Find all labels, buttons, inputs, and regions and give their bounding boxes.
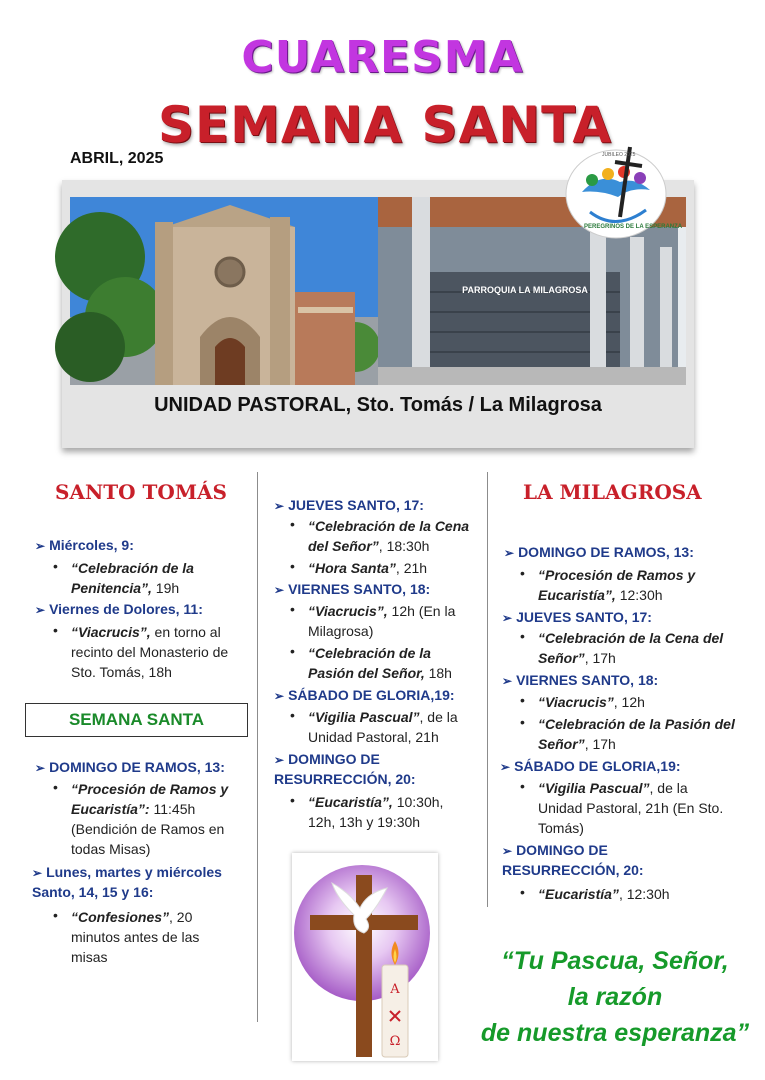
lunes-martes-heading: ➢ Lunes, martes y miércoles Santo, 14, 15 y 16:	[32, 864, 222, 900]
arrow-icon: ➢	[274, 753, 285, 767]
procesion-st-detail: • “Procesión de Ramos y Eucaristía”: 11:45h (Bendición de Ramos en todas Misas)	[53, 779, 229, 857]
arrow-icon: ➢	[274, 583, 285, 597]
alpha-symbol: A	[390, 982, 400, 997]
eucaristia-lm-detail: • “Eucaristía”, 12:30h	[520, 884, 670, 902]
hora-santa-detail: • “Hora Santa”, 21h	[290, 558, 428, 576]
domingo-ramos-st-heading: ➢ DOMINGO DE RAMOS, 13:	[35, 759, 225, 775]
arrow-icon: ➢	[502, 611, 513, 625]
arrow-icon: ➢	[35, 761, 46, 775]
bullet-icon: •	[290, 601, 295, 617]
vigilia-st-detail: • “Vigilia Pascual”, de la Unidad Pastoral, 21h	[290, 707, 458, 745]
arrow-icon: ➢	[502, 844, 513, 858]
date-label: ABRIL, 2025	[70, 150, 164, 167]
bullet-icon: •	[520, 692, 525, 708]
domingo-resurreccion-lm-heading: ➢ DOMINGO DE RESURRECCIÓN, 20:	[502, 842, 644, 878]
divider-right	[487, 472, 488, 907]
bullet-icon: •	[520, 565, 525, 581]
la-milagrosa-title: LA MILAGROSA	[523, 480, 702, 504]
jubilee-year-text: JUBILEO 2025	[602, 152, 636, 158]
bullet-icon: •	[520, 884, 525, 900]
omega-symbol: Ω	[389, 1034, 401, 1049]
bullet-icon: •	[53, 622, 58, 638]
viernes-dolores-heading: ➢ Viernes de Dolores, 11:	[35, 601, 203, 617]
cross-dove-image	[292, 853, 438, 1061]
bullet-icon: •	[520, 714, 525, 730]
jueves-santo-st-heading: ➢ JUEVES SANTO, 17:	[274, 497, 424, 513]
arrow-icon: ➢	[274, 689, 285, 703]
procesion-lm-detail: • “Procesión de Ramos y Eucaristía”, 12:30h	[520, 565, 696, 603]
cena-lm-detail: • “Celebración de la Cena del Señor”, 17h	[520, 628, 724, 666]
closing-line-1: “Tu Pascua, Señor,	[501, 947, 729, 975]
miercoles-heading: ➢ Miércoles, 9:	[35, 537, 134, 553]
arrow-icon: ➢	[32, 866, 43, 880]
confesiones-detail: • “Confesiones”, 20 minutos antes de las misas	[53, 907, 200, 965]
jubilee-ring-text: PEREGRINOS DE LA ESPERANZA	[584, 224, 683, 230]
semana-santa-title: SEMANA SANTA	[157, 96, 613, 154]
domingo-ramos-lm-heading: ➢ DOMINGO DE RAMOS, 13:	[504, 544, 694, 560]
viacrucis-st-detail: • “Viacrucis”, 12h (En la Milagrosa)	[290, 601, 456, 639]
banner-caption: UNIDAD PASTORAL, Sto. Tomás / La Milagrosa	[154, 394, 602, 416]
bullet-icon: •	[290, 643, 295, 659]
bullet-icon: •	[520, 628, 525, 644]
arrow-icon: ➢	[500, 760, 511, 774]
viacrucis-dolores-detail: • “Viacrucis”, en torno al recinto del Monasterio de Sto. Tomás, 18h	[53, 622, 229, 680]
sabado-gloria-st-heading: ➢ SÁBADO DE GLORIA,19:	[274, 687, 455, 703]
arrow-icon: ➢	[35, 539, 46, 553]
bullet-icon: •	[290, 792, 295, 808]
bullet-icon: •	[290, 558, 295, 574]
eucaristia-st-detail: • “Eucaristía”, 10:30h, 12h, 13h y 19:30h	[290, 792, 444, 830]
viernes-santo-lm-heading: ➢ VIERNES SANTO, 18:	[502, 672, 659, 688]
semana-santa-box: SEMANA SANTA	[25, 703, 248, 737]
bullet-icon: •	[290, 707, 295, 723]
bullet-icon: •	[290, 516, 295, 532]
bullet-icon: •	[53, 907, 58, 923]
arrow-icon: ➢	[274, 499, 285, 513]
arrow-icon: ➢	[502, 674, 513, 688]
arrow-icon: ➢	[35, 603, 46, 617]
pasion-st-detail: • “Celebración de la Pasión del Señor, 18h	[290, 643, 452, 681]
santo-tomas-title: SANTO TOMÁS	[55, 480, 227, 504]
vigilia-lm-detail: • “Vigilia Pascual”, de la Unidad Pastoral, 21h (En Sto. Tomás)	[520, 778, 724, 836]
bullet-icon: •	[53, 558, 58, 574]
bullet-icon: •	[520, 778, 525, 794]
divider-left	[257, 472, 258, 1022]
jubilee-logo	[560, 142, 683, 242]
bullet-icon: •	[53, 779, 58, 795]
cena-st-detail: • “Celebración de la Cena del Señor”, 18:30h	[290, 516, 470, 554]
jueves-santo-lm-heading: ➢ JUEVES SANTO, 17:	[502, 609, 652, 625]
parish-sign: PARROQUIA LA MILAGROSA	[462, 285, 588, 295]
arrow-icon: ➢	[504, 546, 515, 560]
viacrucis-lm-detail: • “Viacrucis”, 12h	[520, 692, 645, 710]
sabado-gloria-lm-heading: ➢ SÁBADO DE GLORIA,19:	[500, 758, 681, 774]
closing-line-2: la razón	[567, 983, 663, 1011]
miercoles-detail: • “Celebración de la Penitencia”, 19h	[53, 558, 194, 596]
domingo-resurreccion-st-heading: ➢ DOMINGO DE RESURRECCIÓN, 20:	[274, 751, 416, 787]
cuaresma-title: CUARESMA	[241, 32, 524, 83]
closing-quote	[465, 943, 765, 1051]
closing-line-3: de nuestra esperanza”	[480, 1019, 750, 1047]
viernes-santo-st-heading: ➢ VIERNES SANTO, 18:	[274, 581, 431, 597]
pasion-lm-detail: • “Celebración de la Pasión del Señor”, 17h	[520, 714, 735, 752]
